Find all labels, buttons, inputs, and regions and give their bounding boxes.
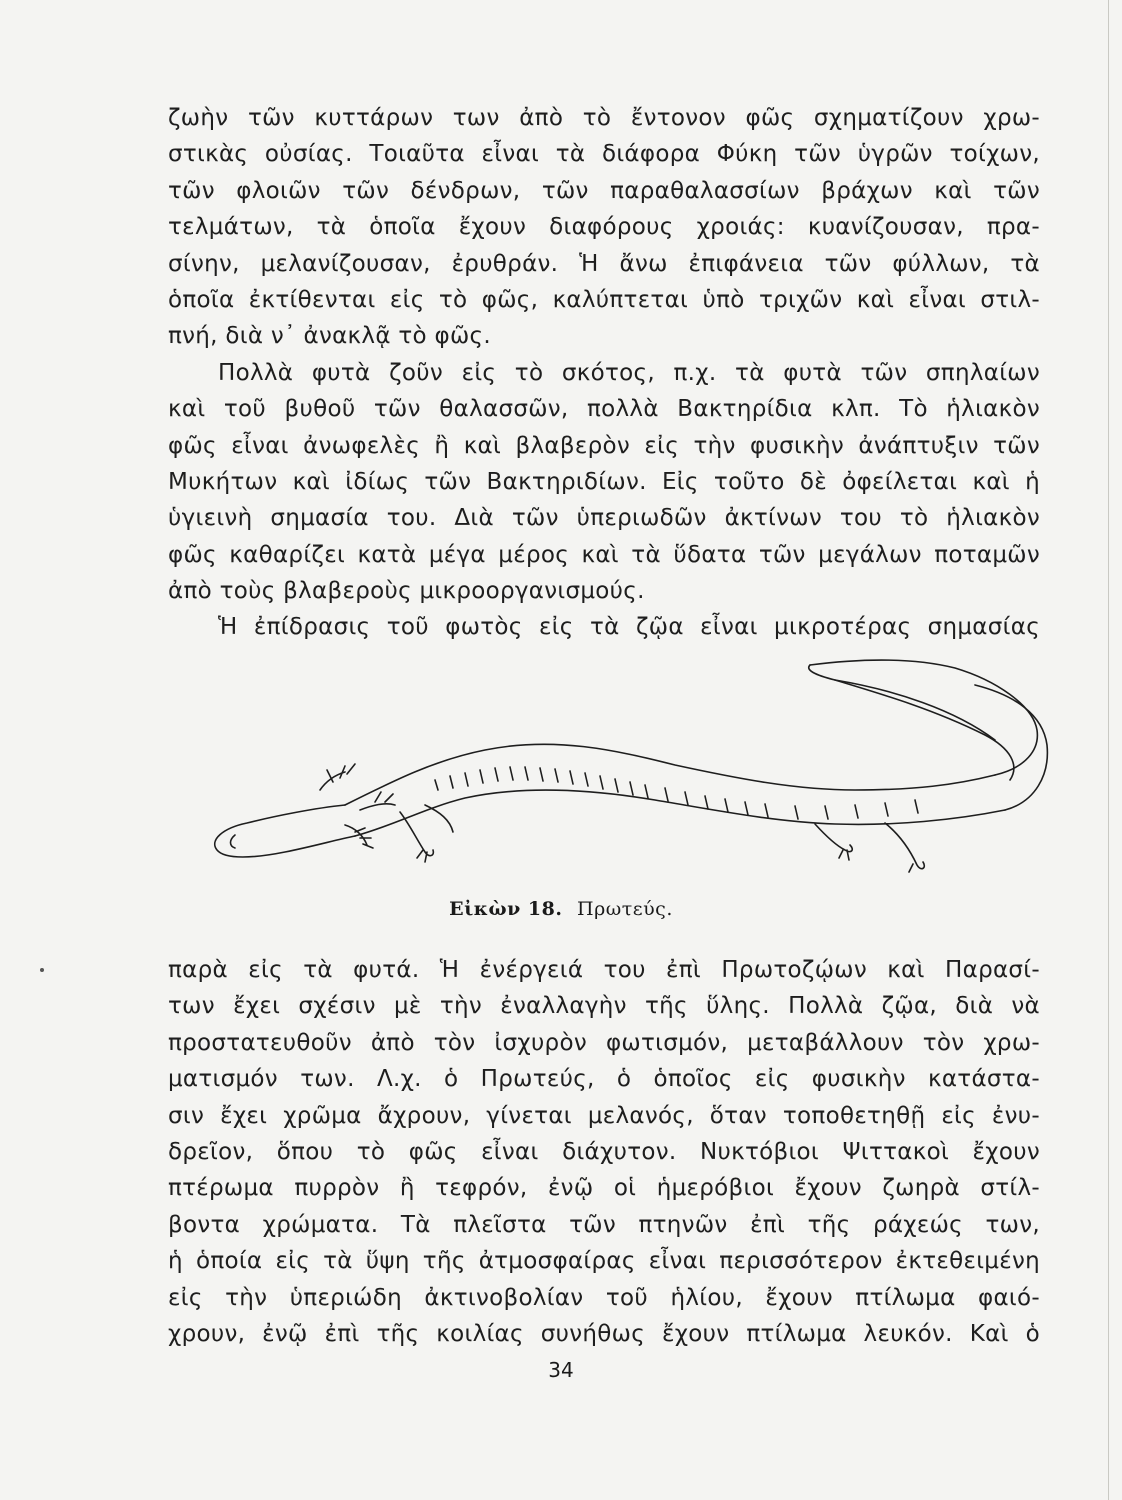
text-line: φῶς εἶναι ἀνωφελὲς ἢ καὶ βλαβερὸν εἰς τὴν φυσικὴν ἀνάπτυξιν τῶν	[168, 432, 1040, 459]
paragraph-first-line: Ἡ ἐπίδρασις τοῦ φωτὸς εἰς τὰ ζῷα εἶναι μικροτέρας σημασίας	[218, 614, 1040, 641]
paragraph-first-line: Πολλὰ φυτὰ ζοῦν εἰς τὸ σκότος, π.χ. τὰ φυτὰ τῶν σπηλαίων	[218, 359, 1040, 386]
text-line: ζωὴν τῶν κυττάρων των ἀπὸ τὸ ἔντονον φῶς σχηματίζουν χρω-	[168, 105, 1040, 131]
proteus-illustration	[195, 640, 1055, 880]
text-line: των ἔχει σχέσιν μὲ τὴν ἐναλλαγὴν τῆς ὕλης. Πολλὰ ζῷα, διὰ νὰ	[168, 993, 1040, 1020]
figure-title: Πρωτεύς.	[577, 898, 673, 920]
text-line: στικὰς οὐσίας. Τοιαῦτα εἶναι τὰ διάφορα Φύκη τῶν ὑγρῶν τοίχων,	[168, 141, 1040, 168]
text-line: πνή, διὰ ν᾽ ἀνακλᾷ τὸ φῶς.	[168, 323, 491, 350]
text-line: καὶ τοῦ βυθοῦ τῶν θαλασσῶν, πολλὰ Βακτηρίδια κλπ. Τὸ ἡλιακὸν	[168, 396, 1040, 423]
text-line: τελμάτων, τὰ ὁποῖα ἔχουν διαφόρους χροιάς: κυανίζουσαν, πρα-	[168, 214, 1040, 241]
text-line: ὁποῖα ἐκτίθενται εἰς τὸ φῶς, καλύπτεται ὑπὸ τριχῶν καὶ εἶναι στιλ-	[168, 286, 1040, 313]
text-block-top	[168, 100, 1040, 646]
scan-speck	[40, 968, 44, 972]
page-number: 34	[548, 1358, 574, 1382]
text-line: δρεῖον, ὅπου τὸ φῶς εἶναι διάχυτον. Νυκτόβιοι Ψιττακοὶ ἔχουν	[168, 1138, 1040, 1165]
text-block-bottom	[168, 952, 1040, 1352]
text-line: προστατευθοῦν ἀπὸ τὸν ἰσχυρὸν φωτισμόν, μεταβάλλουν τὸν χρω-	[168, 1029, 1040, 1056]
figure-label: Εἰκὼν 18.	[449, 898, 563, 920]
text-line: ματισμόν των. Λ.χ. ὁ Πρωτεύς, ὁ ὁποῖος εἰς φυσικὴν κατάστα-	[168, 1066, 1040, 1093]
figure-caption	[0, 898, 1122, 920]
text-line: φῶς καθαρίζει κατὰ μέγα μέρος καὶ τὰ ὕδατα τῶν μεγάλων ποταμῶν	[168, 541, 1040, 568]
text-line: σιν ἔχει χρῶμα ἄχρουν, γίνεται μελανός, ὅταν τοποθετηθῇ εἰς ἐνυ-	[168, 1102, 1040, 1129]
text-line: ἀπὸ τοὺς βλαβεροὺς μικροοργανισμούς.	[168, 578, 645, 605]
text-line: πτέρωμα πυρρὸν ἢ τεφρόν, ἐνῷ οἱ ἡμερόβιοι ἔχουν ζωηρὰ στίλ-	[168, 1175, 1040, 1202]
text-line: ἡ ὁποία εἰς τὰ ὕψη τῆς ἀτμοσφαίρας εἶναι περισσότερον ἐκτεθειμένη	[168, 1248, 1040, 1275]
text-line: βοντα χρώματα. Τὰ πλεῖστα τῶν πτηνῶν ἐπὶ τῆς ράχεώς των,	[168, 1211, 1040, 1238]
page-edge-shadow	[1108, 0, 1109, 1500]
text-line: σίνην, μελανίζουσαν, ἐρυθράν. Ἡ ἄνω ἐπιφάνεια τῶν φύλλων, τὰ	[168, 250, 1040, 277]
text-line: τῶν φλοιῶν τῶν δένδρων, τῶν παραθαλασσίων βράχων καὶ τῶν	[168, 177, 1040, 204]
text-line: ὑγιεινὴ σημασία του. Διὰ τῶν ὑπεριωδῶν ἀκτίνων του τὸ ἡλιακὸν	[168, 505, 1040, 532]
text-line: παρὰ εἰς τὰ φυτά. Ἡ ἐνέργειά του ἐπὶ Πρωτοζῴων καὶ Παρασί-	[168, 957, 1040, 983]
text-line: Μυκήτων καὶ ἰδίως τῶν Βακτηριδίων. Εἰς τοῦτο δὲ ὀφείλεται καὶ ἡ	[168, 468, 1040, 495]
text-line: χρουν, ἐνῷ ἐπὶ τῆς κοιλίας συνήθως ἔχουν πτίλωμα λευκόν. Καὶ ὁ	[168, 1320, 1040, 1347]
text-line: εἰς τὴν ὑπεριώδη ἀκτινοβολίαν τοῦ ἡλίου, ἔχουν πτίλωμα φαιό-	[168, 1284, 1040, 1311]
